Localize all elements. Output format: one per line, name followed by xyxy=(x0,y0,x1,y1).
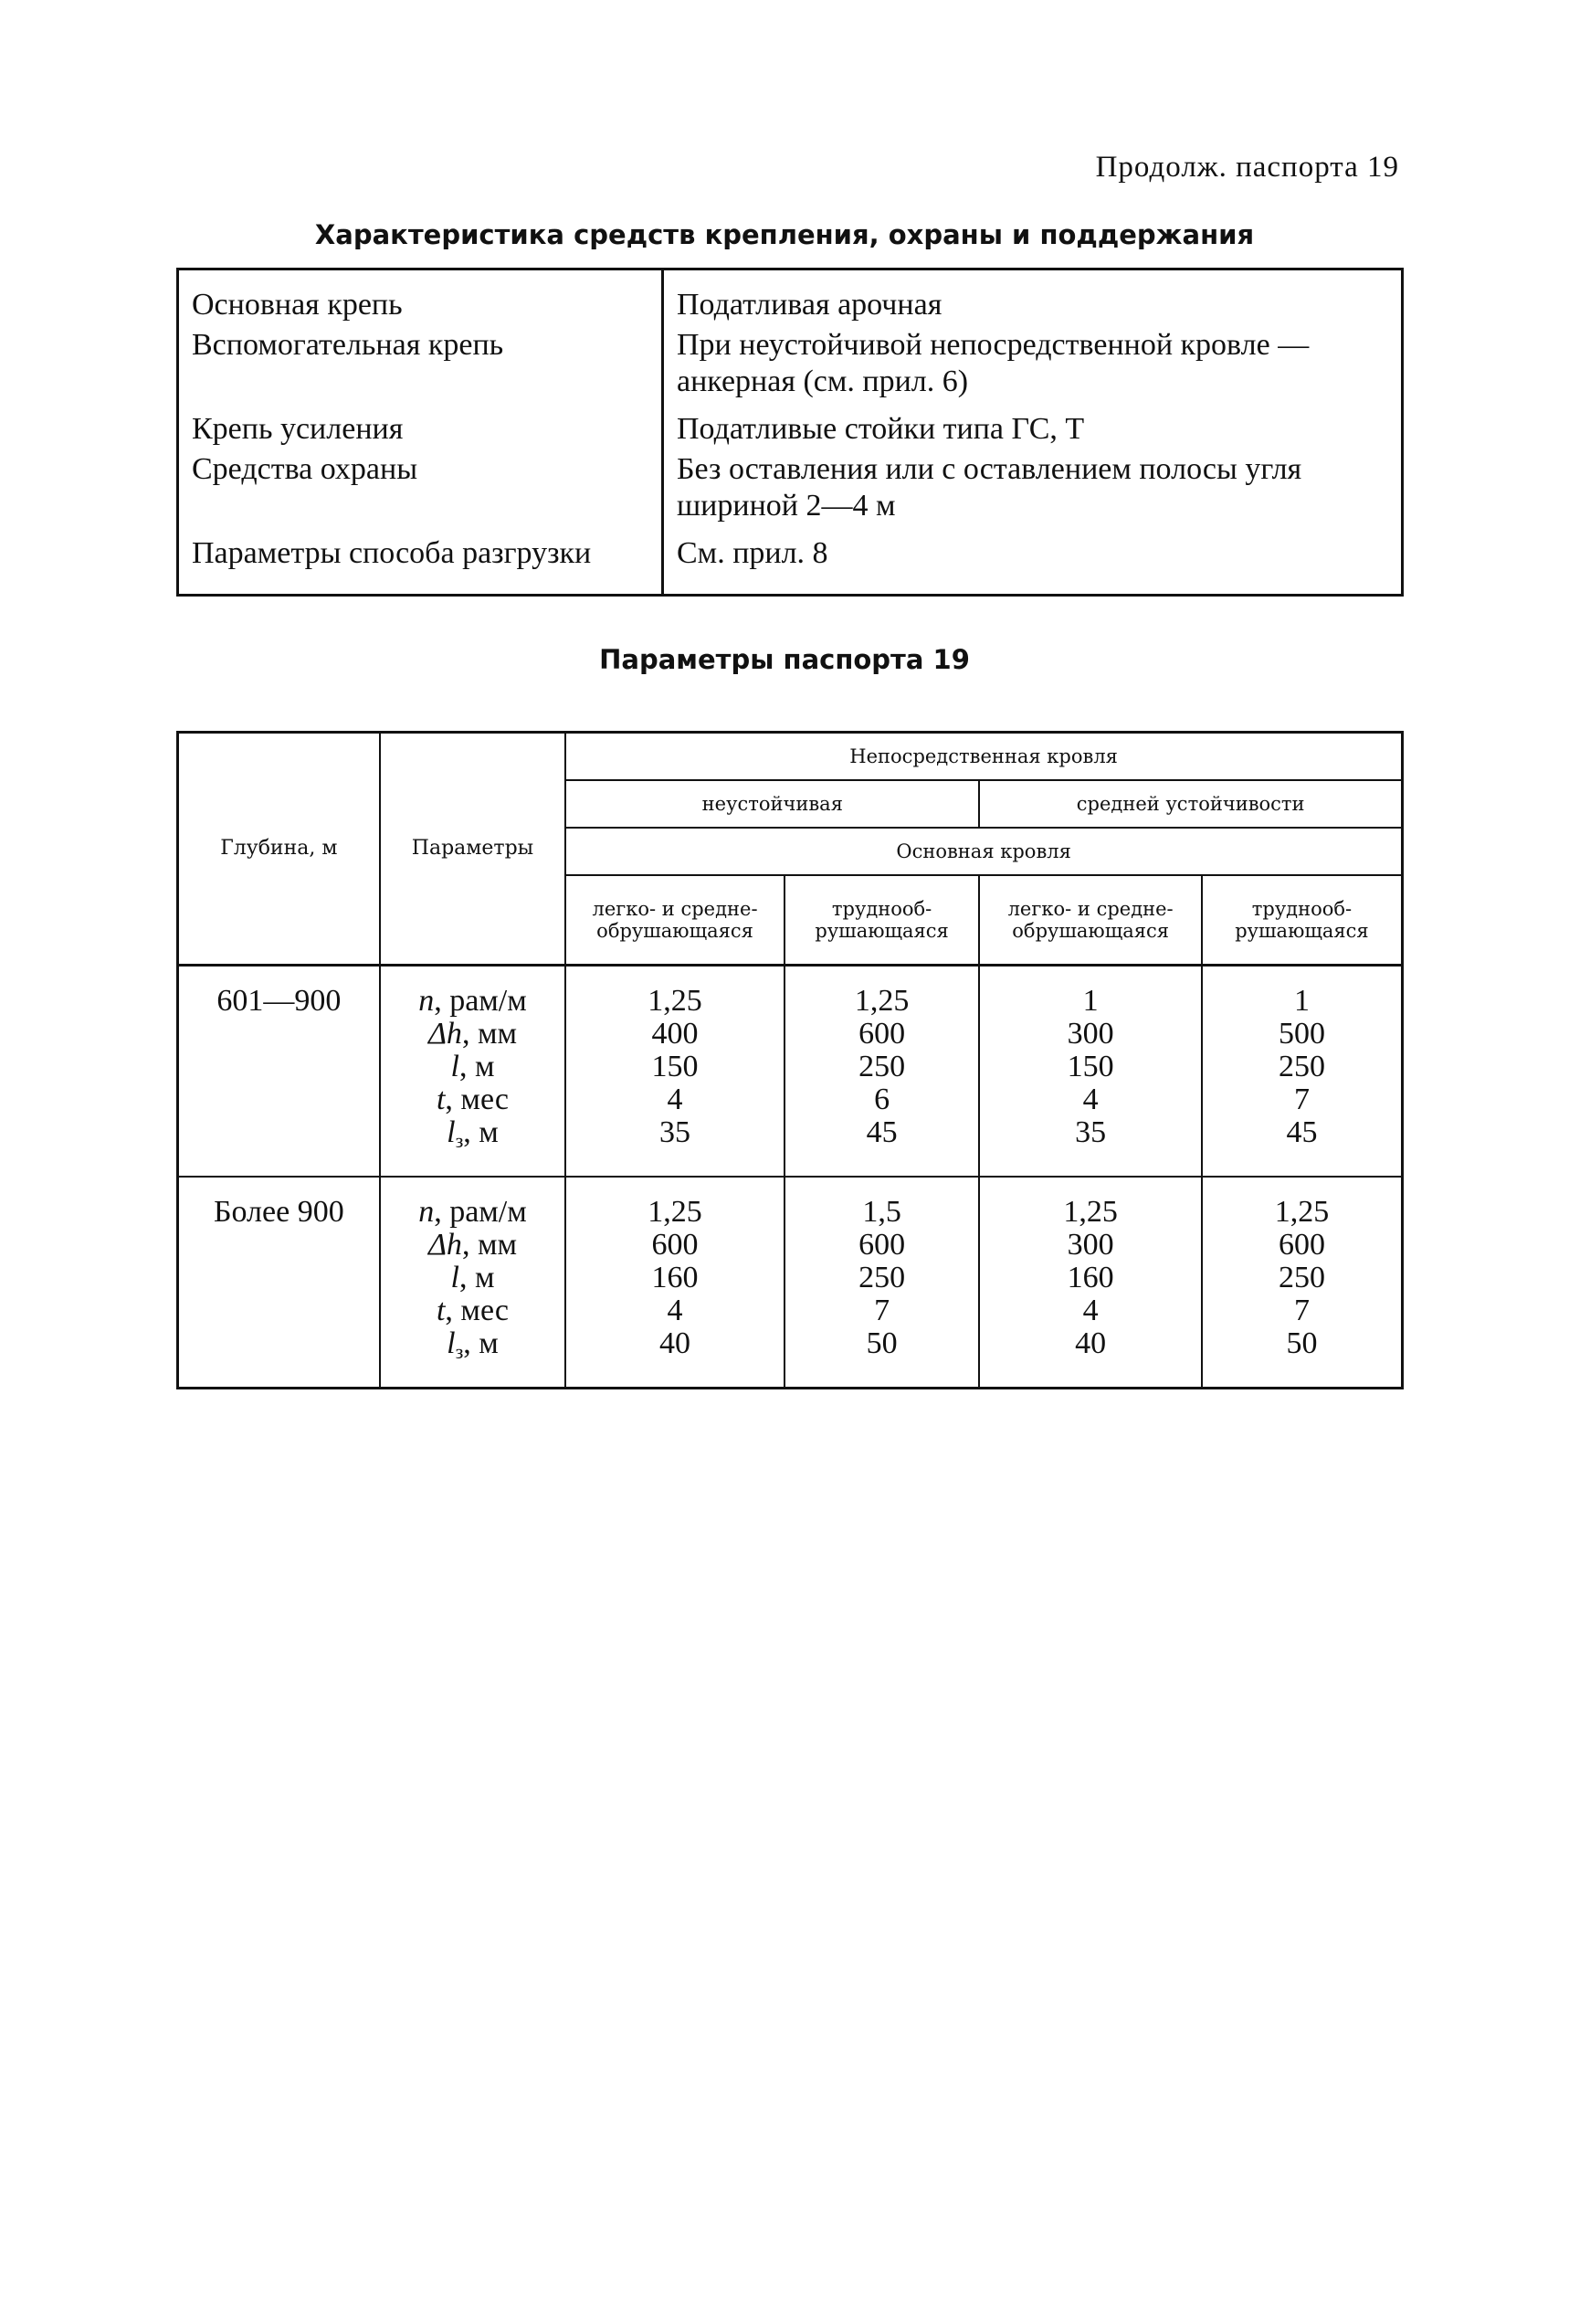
header-hard-collapse: трудноoб- рушающаяся xyxy=(1202,875,1403,966)
value-cell: 1,25 600 160 4 40 xyxy=(565,1177,784,1389)
table-row xyxy=(178,269,1403,326)
header-unstable: неустойчивая xyxy=(565,780,979,828)
depth-cell: 601—900 xyxy=(178,966,380,1178)
value-cell: 1,5 600 250 7 50 xyxy=(784,1177,980,1389)
row-value: Податливая арочная xyxy=(677,288,942,322)
row-value: Без оставления или с оставлением полосы угля шириной 2—4 м xyxy=(677,452,1302,523)
value-cell: 1,25 300 160 4 40 xyxy=(979,1177,1202,1389)
row-value: При неустойчивой непосредственной кровле — анкерная (см. прил. 6) xyxy=(677,328,1310,398)
row-label: Основная крепь xyxy=(178,269,663,326)
row-label: Крепь усиления xyxy=(178,409,663,449)
header-params: Параметры xyxy=(380,733,566,966)
header-depth: Глубина, м xyxy=(178,733,380,966)
section1-title: Характеристика средств крепления, охраны и поддержания xyxy=(314,219,1255,250)
param-labels-cell: n, рам/м Δh, мм l, м t, мес $l_з$, м xyxy=(380,966,566,1178)
value-cell: 1 300 150 4 35 xyxy=(979,966,1202,1178)
header-main-roof: Основная кровля xyxy=(565,828,1402,875)
section2-title: Параметры паспорта 19 xyxy=(599,644,970,675)
table-row xyxy=(178,325,1403,409)
table-row xyxy=(178,449,1403,533)
row-label: Вспомогательная крепь xyxy=(178,325,663,409)
row-value: Податливые стойки типа ГС, Т xyxy=(677,412,1085,446)
table-row xyxy=(178,1177,1403,1389)
row-label: Параметры способа разгрузки xyxy=(178,533,663,596)
table-row xyxy=(178,966,1403,1178)
continuation-label: Продолж. паспорта 19 xyxy=(1095,151,1399,184)
table-row xyxy=(178,409,1403,449)
header-light-collapse: легко- и средне- обрушающаяся xyxy=(979,875,1202,966)
row-label: Средства охраны xyxy=(178,449,663,533)
param-labels-cell: n, рам/м Δh, мм l, м t, мес $l_з$, м xyxy=(380,1177,566,1389)
row-value: См. прил. 8 xyxy=(677,536,828,570)
header-medium-stability: средней устойчивости xyxy=(979,780,1402,828)
value-cell: 1,25 600 250 6 45 xyxy=(784,966,980,1178)
header-light-collapse: легко- и средне- обрушающаяся xyxy=(565,875,784,966)
header-immediate-roof: Непосредственная кровля xyxy=(565,733,1402,781)
table-row xyxy=(178,533,1403,596)
header-hard-collapse: трудноoб- рушающаяся xyxy=(784,875,980,966)
support-characteristics-table xyxy=(176,268,1404,597)
value-cell: 1,25 400 150 4 35 xyxy=(565,966,784,1178)
passport-parameters-table xyxy=(176,731,1404,1389)
value-cell: 1 500 250 7 45 xyxy=(1202,966,1403,1178)
value-cell: 1,25 600 250 7 50 xyxy=(1202,1177,1403,1389)
depth-cell: Более 900 xyxy=(178,1177,380,1389)
